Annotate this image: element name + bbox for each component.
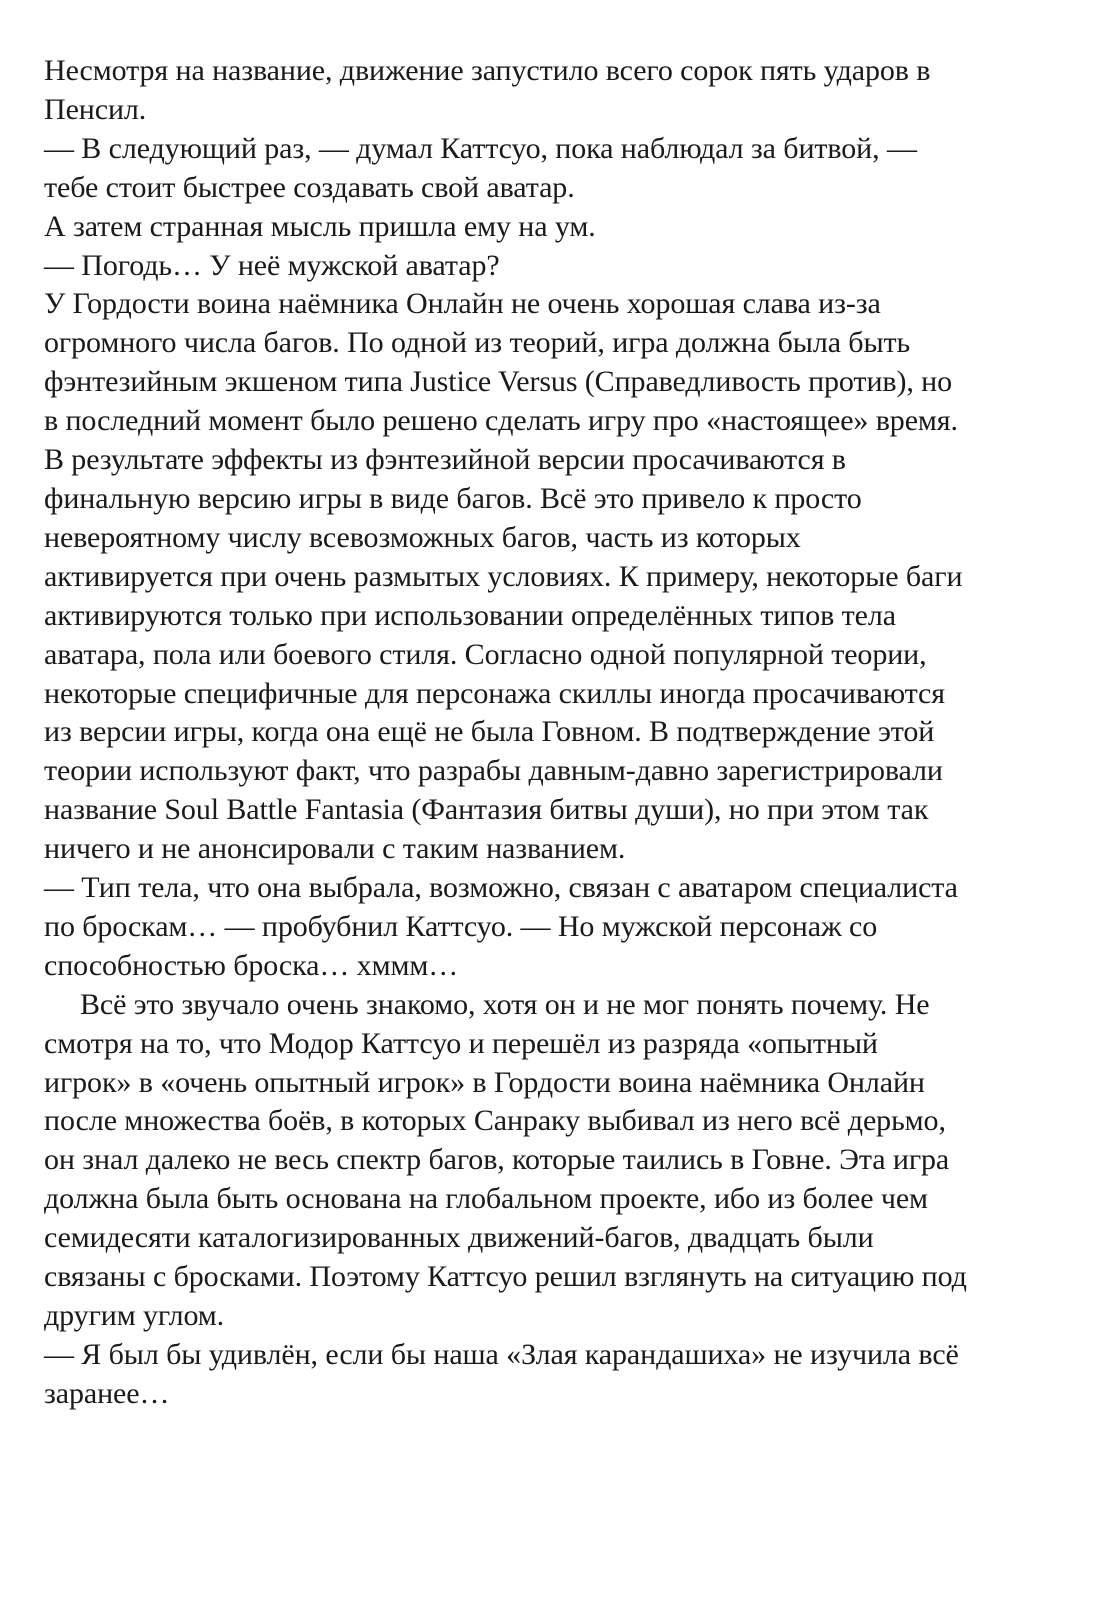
text-line: У Гордости воина наёмника Онлайн не очень хорошая слава из-за — [44, 287, 881, 321]
text-line: теории используют факт, что разрабы давным-давно зарегистрировали — [44, 754, 943, 788]
text-line: способностью броска… хммм… — [44, 948, 459, 982]
text-line: тебе стоит быстрее создавать свой аватар. — [44, 170, 575, 204]
text-line: смотря на то, что Модор Каттсуо и перешёл из разряда «опытный — [44, 1026, 878, 1060]
text-line: заранее… — [44, 1376, 170, 1410]
text-line: — В следующий раз, — думал Каттсуо, пока наблюдал за битвой, — — [44, 131, 917, 165]
text-line: финальную версию игры в виде багов. Всё это привело к просто — [44, 481, 862, 515]
paragraph — [44, 285, 1084, 869]
paragraph — [44, 247, 1084, 286]
paragraph — [44, 869, 1084, 986]
text-line: в последний момент было решено сделать игру про «настоящее» время. — [44, 404, 958, 438]
text-line: Пенсил. — [44, 92, 147, 126]
text-line: — Погодь… У неё мужской аватар? — [44, 248, 500, 282]
text-line: невероятному числу всевозможных багов, часть из которых — [44, 520, 801, 554]
text-line: активируется при очень размытых условиях. К примеру, некоторые баги — [44, 559, 963, 593]
text-line: аватара, пола или боевого стиля. Согласно одной популярной теории, — [44, 637, 927, 671]
text-line: он знал далеко не весь спектр багов, которые таились в Говне. Эта игра — [44, 1143, 950, 1177]
text-line: из версии игры, когда она ещё не была Говном. В подтверждение этой — [44, 715, 935, 749]
text-line: семидесяти каталогизированных движений-багов, двадцать были — [44, 1221, 874, 1255]
text-line: некоторые специфичные для персонажа скиллы иногда просачиваются — [44, 676, 945, 710]
text-line: Всё это звучало очень знакомо, хотя он и не мог понять почему. Не — [80, 987, 930, 1021]
paragraph — [44, 208, 1084, 247]
text-line: А затем странная мысль пришла ему на ум. — [44, 209, 596, 243]
text-line: активируются только при использовании определённых типов тела — [44, 598, 896, 632]
text-line: фэнтезийным экшеном типа Justice Versus (Справедливость против), но — [44, 365, 953, 399]
text-line: должна была быть основана на глобальном проекте, ибо из более чем — [44, 1182, 928, 1216]
text-line: связаны с бросками. Поэтому Каттсуо решил взглянуть на ситуацию под — [44, 1260, 967, 1294]
text-line: огромного числа багов. По одной из теорий, игра должна была быть — [44, 326, 911, 360]
text-line: игрок» в «очень опытный игрок» в Гордости воина наёмника Онлайн — [44, 1065, 925, 1099]
text-line: другим углом. — [44, 1299, 225, 1332]
text-line: ничего и не анонсировали с таким названием. — [44, 832, 626, 866]
text-line: — Я был бы удивлён, если бы наша «Злая карандашиха» не изучила всё — [44, 1337, 959, 1371]
text-line: — Тип тела, что она выбрала, возможно, связан с аватаром специалиста — [44, 871, 958, 905]
text-line: название Soul Battle Fantasia (Фантазия битвы души), но при этом так — [44, 793, 929, 827]
text-line: после множества боёв, в которых Санраку выбивал из него всё дерьмо, — [44, 1104, 946, 1138]
paragraph — [44, 52, 1084, 130]
text-body — [44, 52, 1084, 1414]
document-page — [44, 52, 1084, 1414]
text-line: Несмотря на название, движение запустило всего сорок пять ударов в — [44, 54, 931, 87]
paragraph — [44, 1336, 1084, 1414]
paragraph — [44, 130, 1084, 208]
text-line: В результате эффекты из фэнтезийной версии просачиваются в — [44, 443, 846, 477]
paragraph — [44, 986, 1084, 1336]
text-line: по броскам… — пробубнил Каттсуо. — Но мужской персонаж со — [44, 909, 878, 943]
